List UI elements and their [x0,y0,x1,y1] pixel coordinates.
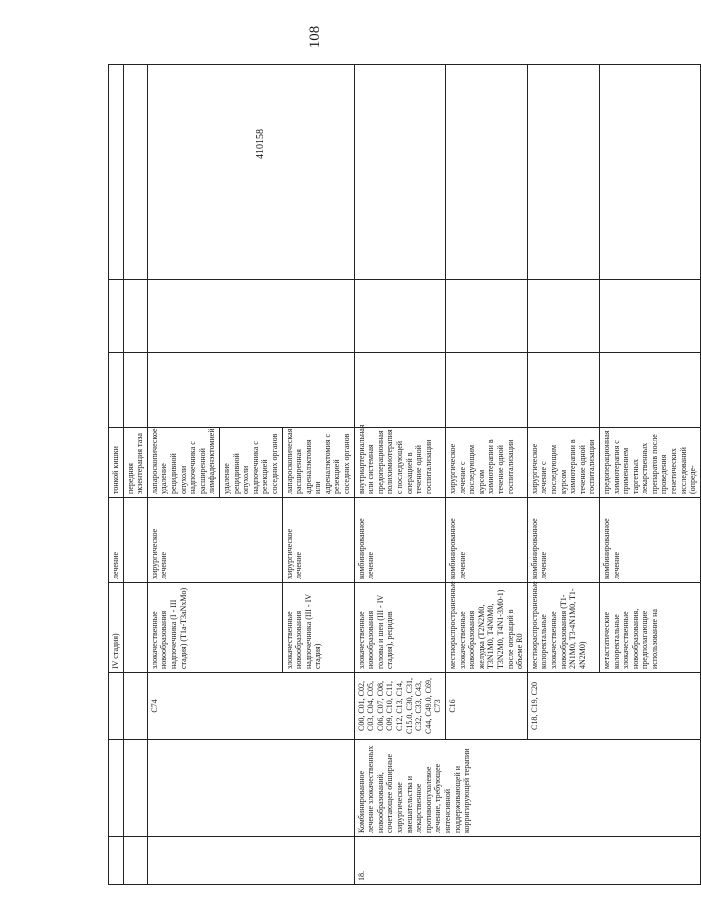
table-cell: лечение [109,498,124,583]
table-cell: лапароскопическое удаление рецидивной опухоли надпочечника с расширенной лимфаденэктомией [147,428,219,498]
table-cell: комбинированное лечение [446,498,528,583]
table-cell: хирургическое лечение [282,498,354,583]
table-cell: C74 [147,673,354,740]
table-cell: лапароскопическая расширенная адреналэктомия или адреналэктомия с резекцией соседних органов [282,428,354,498]
table-cell: тонкой кишки [109,428,124,498]
table-cell: хирургическое лечение [147,498,282,583]
table-cell: передняя экзентерация таза [123,428,147,498]
document-id: 410158 [255,129,266,159]
group-title: Комбинированное лечение злокачественных новообразований, сочетающее обширные хирургические вмешательства и лекарственное противоопухолевое лечение, требующее интенсивной поддерживающей и корригирующей терапии [354,740,700,837]
table-row [354,65,445,885]
table-cell: C16 [446,673,528,740]
table-cell: комбинированное лечение [527,498,599,583]
table-cell: IV стадия) [109,583,124,673]
table-row [147,65,219,885]
table-cell: злокачественные новообразования надпочечника (I - III стадия) (T1a-T3aNxMo) [147,583,282,673]
table-row [123,65,147,885]
table-cell: C00, C01, C02, C03, C04, C05, C06, C07, C08, C09, C10, C11, C12, C13, C14, C15.0, C30, C31, C32, C33, C43, C44, C49.0, C69, C73 [354,673,445,740]
table-cell: предоперационная химиотерапия с применением таргетных лекарственных препаратов после проведения генетических исследований (опреде- [599,428,700,498]
table-cell: хирургическое лечение с последующим курсом химиотерапии в течение одной госпитализации [446,428,528,498]
table-cell: злокачественные новообразования надпочечника (III - IV стадия) [282,583,354,673]
treatment-table [108,64,701,885]
table-cell: местнораспространенные колоректальные злокачественные новообразования (T1-2N1M0, T3-4N1M0, T1-4N2M0) [527,583,599,673]
table-cell: злокачественные новообразования головы и шеи (III - IV стадия), рецидив [354,583,445,673]
table-cell: комбинированное лечение [599,498,700,583]
table-row [109,65,124,885]
table-cell: C18, C19, C20 [527,673,700,740]
table-cell: удаление рецидивной опухоли надпочечника с резекцией соседних органов [219,428,282,498]
table-cell: внутриартериальная или системная предоперационная полихимиотерапия с последующей операцией в течение одной госпитализации [354,428,445,498]
page-number: 108 [307,25,323,49]
table-cell: местнораспространенные злокачественные новообразования желудка (T2N2M0, T3N1M0, T4N0M0, T3N2M0, T4N1-3M0-1) после операций в объеме R0 [446,583,528,673]
group-number: 18. [354,837,700,885]
table-cell: комбинированное лечение [354,498,445,583]
table-cell: метастатические колоректальные злокачественные новообразования, предполагающие использование на [599,583,700,673]
table-cell: хирургическое лечение с последующим курсом химиотерапии в течение одной госпитализации [527,428,599,498]
